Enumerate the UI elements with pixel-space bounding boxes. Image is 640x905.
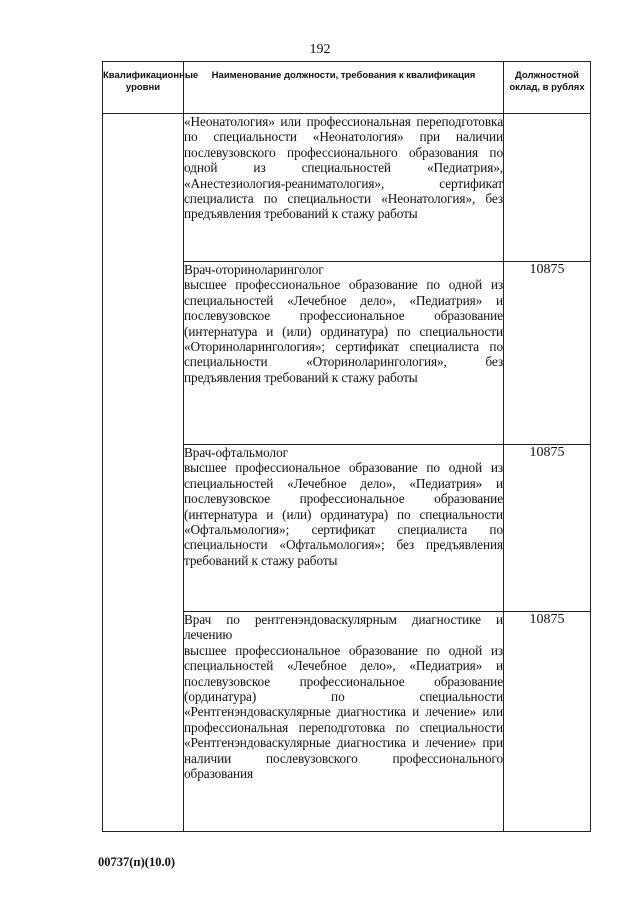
requirements-text: высшее профессиональное образование по одной из специальностей «Лечебное дело», «Педиатрия» и послевузовское профессиональное образование (интернатура и (или) ординатура) по специальности «Офтальмология»; сертификат специалиста по специальности «Офтальмология»; без предъявления требований к стажу работы [184, 460, 503, 568]
requirements-cell [184, 114, 504, 262]
salary-cell: 10875 [504, 612, 591, 832]
requirements-cell [184, 445, 504, 612]
requirements-cell [184, 612, 504, 832]
requirements-cell [184, 262, 504, 445]
header-salary: Должностной оклад, в рублях [504, 62, 591, 114]
salary-cell: 10875 [504, 262, 591, 445]
position-title: Врач-оториноларинголог [184, 262, 324, 277]
requirements-text: высшее профессиональное образование по одной из специальностей «Лечебное дело», «Педиатрия» и послевузовское профессиональное образование (ординатура) по специальности «Рентгенэндоваскулярные диагностика и лечение» или профессиональная переподготовка по специальности «Рентгенэндоваскулярные диагностика и лечение» при наличии послевузовского профессионального образования [184, 642, 503, 782]
level-cell [103, 114, 184, 832]
salary-cell: 10875 [504, 445, 591, 612]
position-title: Врач по рентгенэндоваскулярным диагностике и лечению [184, 612, 503, 643]
requirements-text: «Неонатология» или профессиональная переподготовка по специальности «Неонатология» при наличии послевузовского профессионального образования по одной из специальностей «Педиатрия», «Анестезиология-реаниматология», сертификат специалиста по специальности «Неонатология», без предъявления требований к стажу работы [184, 114, 503, 222]
page-number: 192 [309, 42, 331, 57]
qualification-table [102, 61, 591, 832]
header-position-name: Наименование должности, требования к квалификация [184, 62, 504, 114]
position-title: Врач-офтальмолог [184, 445, 288, 460]
table-row [103, 114, 591, 262]
table-header-row [103, 62, 591, 114]
header-level: Квалификационные уровни [103, 62, 184, 114]
document-code: 00737(п)(10.0) [98, 855, 175, 869]
requirements-text: высшее профессиональное образование по одной из специальностей «Лечебное дело», «Педиатрия» и послевузовское профессиональное образование (интернатура и (или) ординатура) по специальности «Оториноларингология»; сертификат специалиста по специальности «Оториноларингология», без предъявления требований к стажу работы [184, 277, 503, 385]
salary-cell [504, 114, 591, 262]
